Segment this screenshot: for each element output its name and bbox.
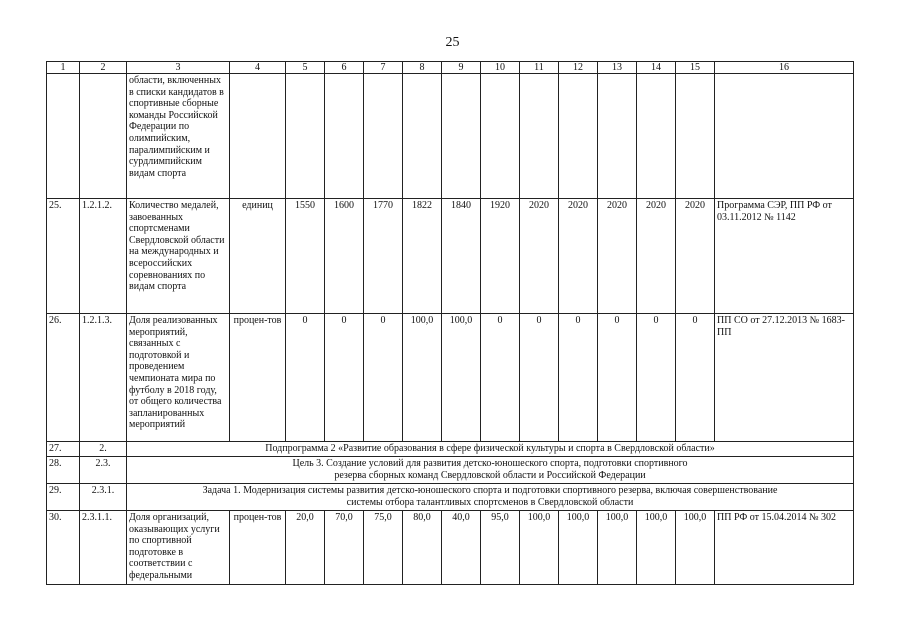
value-cell: 75,0 [364, 511, 403, 585]
value-cell: 1550 [286, 199, 325, 314]
source-document: ПП РФ от 15.04.2014 № 302 [715, 511, 854, 585]
row-number: 30. [47, 511, 80, 585]
value-cell: 0 [637, 314, 676, 442]
value-cell: 100,0 [520, 511, 559, 585]
value-cell: 100,0 [637, 511, 676, 585]
header-cell: 11 [520, 62, 559, 74]
value-cell: 2020 [598, 199, 637, 314]
value-cell: 2020 [559, 199, 598, 314]
page-number: 25 [445, 35, 460, 50]
task-title: Задача 1. Модернизация системы развития детско-юношеского спорта и подготовки спортивного резерва, включая совершенствование системы отбора талантливых спортсменов в Свердловской области [127, 484, 854, 511]
row-number: 28. [47, 457, 80, 484]
indicator-name: Доля организаций, оказывающих услуги по спортивной подготовке в соответствии с федеральными [127, 511, 230, 585]
row-number: 27. [47, 442, 80, 457]
value-cell: 1600 [325, 199, 364, 314]
table-row [47, 484, 854, 511]
indicator-name: Доля реализованных мероприятий, связанных с подготовкой и проведением чемпионата мира по футболу в 2018 году, от общего количества запланированных мероприятий [127, 314, 230, 442]
value-cell: 1770 [364, 199, 403, 314]
indicator-name: Количество медалей, завоеванных спортсменами Свердловской области на международных и всероссийских соревнованиях по видам спорта [127, 199, 230, 314]
header-row [47, 62, 854, 74]
header-cell: 7 [364, 62, 403, 74]
value-cell: 0 [286, 314, 325, 442]
value-cell: 0 [325, 314, 364, 442]
value-cell: 0 [520, 314, 559, 442]
goal-title: Цель 3. Создание условий для развития детско-юношеского спорта, подготовки спортивного резерва сборных команд Свердловской области и Российской Федерации [127, 457, 854, 484]
header-cell: 13 [598, 62, 637, 74]
value-cell: 0 [481, 314, 520, 442]
table-row [47, 199, 854, 314]
row-code: 2.3. [80, 457, 127, 484]
source-document: Программа СЭР, ПП РФ от 03.11.2012 № 1142 [715, 199, 854, 314]
value-cell: 0 [559, 314, 598, 442]
header-cell: 5 [286, 62, 325, 74]
row-code: 2.3.1. [80, 484, 127, 511]
value-cell: 0 [364, 314, 403, 442]
value-cell: 1822 [403, 199, 442, 314]
row-number: 29. [47, 484, 80, 511]
header-cell: 2 [80, 62, 127, 74]
row-number: 25. [47, 199, 80, 314]
row-code: 2. [80, 442, 127, 457]
value-cell: 80,0 [403, 511, 442, 585]
value-cell: 1840 [442, 199, 481, 314]
header-cell: 4 [230, 62, 286, 74]
value-cell: 2020 [676, 199, 715, 314]
value-cell: 100,0 [559, 511, 598, 585]
value-cell: 100,0 [598, 511, 637, 585]
source-document: ПП СО от 27.12.2013 № 1683-ПП [715, 314, 854, 442]
table-row [47, 511, 854, 585]
value-cell: 2020 [637, 199, 676, 314]
unit: единиц [230, 199, 286, 314]
value-cell: 20,0 [286, 511, 325, 585]
value-cell: 1920 [481, 199, 520, 314]
table-row [47, 442, 854, 457]
subprogram-title: Подпрограмма 2 «Развитие образования в сфере физической культуры и спорта в Свердловской области» [127, 442, 854, 457]
value-cell: 0 [598, 314, 637, 442]
unit: процен-тов [230, 314, 286, 442]
header-cell: 12 [559, 62, 598, 74]
header-cell: 8 [403, 62, 442, 74]
value-cell: 70,0 [325, 511, 364, 585]
value-cell: 100,0 [676, 511, 715, 585]
value-cell: 2020 [520, 199, 559, 314]
header-cell: 6 [325, 62, 364, 74]
value-cell: 100,0 [442, 314, 481, 442]
indicators-table [46, 61, 854, 585]
header-cell: 9 [442, 62, 481, 74]
unit: процен-тов [230, 511, 286, 585]
value-cell: 0 [676, 314, 715, 442]
header-cell: 10 [481, 62, 520, 74]
table-row [47, 314, 854, 442]
table-row [47, 74, 854, 199]
indicator-name: области, включенных в списки кандидатов в спортивные сборные команды Российской Федерации по олимпийским, паралимпийским и сурдлимпийским видам спорта [127, 74, 230, 199]
row-code: 2.3.1.1. [80, 511, 127, 585]
header-cell: 1 [47, 62, 80, 74]
value-cell: 100,0 [403, 314, 442, 442]
row-code: 1.2.1.2. [80, 199, 127, 314]
header-cell: 3 [127, 62, 230, 74]
value-cell: 40,0 [442, 511, 481, 585]
header-cell: 16 [715, 62, 854, 74]
value-cell: 95,0 [481, 511, 520, 585]
header-cell: 15 [676, 62, 715, 74]
header-cell: 14 [637, 62, 676, 74]
row-number: 26. [47, 314, 80, 442]
table-row [47, 457, 854, 484]
row-code: 1.2.1.3. [80, 314, 127, 442]
